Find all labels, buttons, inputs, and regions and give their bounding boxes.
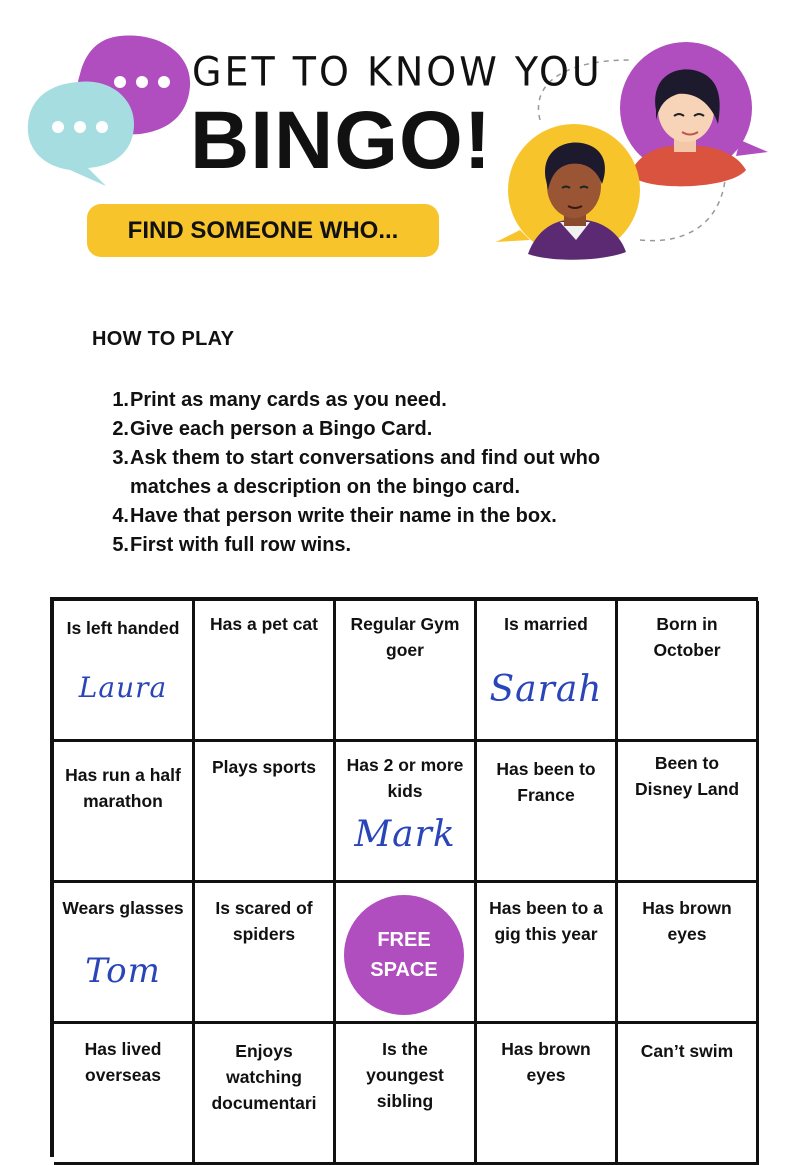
square-label: Wears glasses [62,898,184,918]
step-text: Give each person a Bingo Card. [130,418,433,440]
bingo-square[interactable] [618,742,759,883]
bingo-square[interactable] [336,601,477,742]
signed-name: Laura [78,671,168,704]
square-label: Has 2 or more kids [346,755,464,801]
teal-speech-bubble-icon [28,81,134,186]
square-label: Born in October [653,614,721,660]
instruction-list [103,386,663,560]
signed-name: Tom [85,951,161,991]
square-label: Can’t swim [640,1041,734,1061]
bingo-square[interactable] [477,1024,618,1165]
how-to-play-heading: HOW TO PLAY [92,328,235,350]
bingo-square[interactable] [618,883,759,1024]
step-text: Have that person write their name in the box. [130,505,557,527]
bingo-square[interactable] [195,601,336,742]
square-label: Has a pet cat [210,614,318,634]
square-label: Has brown eyes [501,1039,591,1085]
bingo-card [50,597,758,1157]
bingo-square[interactable] [54,742,195,883]
woman-avatar-icon [620,42,768,186]
bingo-square[interactable] [477,601,618,742]
square-label: Has been to a gig this year [489,898,603,944]
square-label: Has run a half marathon [65,765,181,811]
bingo-square[interactable] [195,883,336,1024]
square-label: Is left handed [66,618,180,638]
square-label: Is married [504,614,588,634]
bingo-square[interactable] [336,1024,477,1165]
free-space-badge [344,895,464,1015]
step-text: Print as many cards as you need. [130,389,447,411]
instruction-step [103,386,663,415]
square-label: Is scared of spiders [215,898,313,944]
bingo-square[interactable] [618,1024,759,1165]
bingo-square[interactable] [618,601,759,742]
square-label: Has brown eyes [642,898,732,944]
square-label: Is the youngest sibling [366,1039,444,1111]
square-label: Has been to France [496,759,596,805]
square-label: Has lived overseas [84,1039,162,1085]
free-space-line1: FREE [377,929,431,951]
step-number: 3. [112,447,129,469]
bingo-square[interactable] [477,883,618,1024]
step-text: First with full row wins. [130,534,352,556]
square-label: Plays sports [211,757,317,777]
title-main: BINGO! [190,95,493,186]
signed-name: Sarah [489,669,603,710]
bingo-square[interactable] [195,742,336,883]
bingo-square[interactable] [54,883,195,1024]
square-label: Regular Gym goer [350,614,460,660]
man-avatar-icon [496,124,640,260]
step-text: Ask them to start conversations and find out who matches a description on the bingo card. [130,447,601,498]
step-number: 5. [112,534,129,556]
bingo-square[interactable] [336,742,477,883]
instruction-step [103,444,663,502]
bingo-square[interactable] [195,1024,336,1165]
step-number: 2. [112,418,129,440]
free-space-line2: SPACE [370,959,438,981]
title-top: GET TO KNOW YOU [192,48,603,96]
bingo-square[interactable] [477,742,618,883]
square-label: Enjoys watching documentari [211,1041,317,1113]
instruction-step [103,502,663,531]
instruction-step [103,531,663,560]
step-number: 4. [112,505,129,527]
bingo-square[interactable] [54,1024,195,1165]
step-number: 1. [112,389,129,411]
square-label: Been to Disney Land [634,753,740,799]
subtitle-banner: FIND SOMEONE WHO... [87,204,439,257]
signed-name: Mark [354,814,456,855]
speech-bubbles-illustration [20,30,200,200]
bingo-square[interactable] [54,601,195,742]
free-space-square[interactable] [336,883,477,1024]
instruction-step [103,415,663,444]
